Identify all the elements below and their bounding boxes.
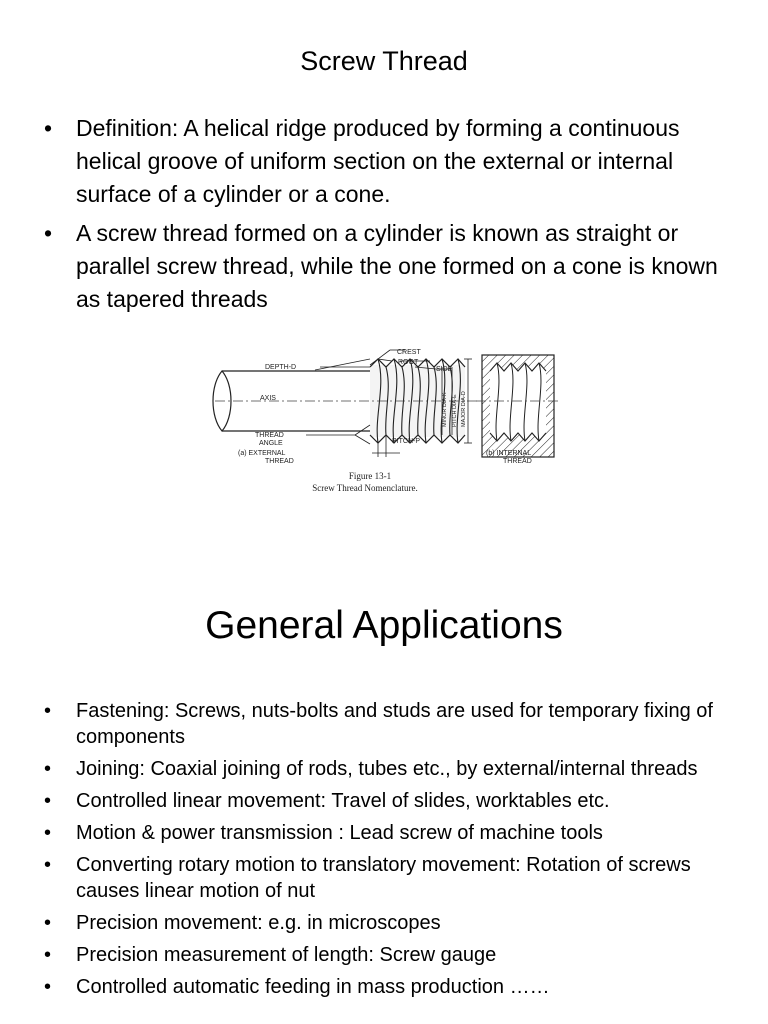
bullet-item: • Controlled linear movement: Travel of slides, worktables etc. [44,788,754,814]
label-pitch: PITCH-P [392,438,420,445]
figure-caption-number: Figure 13-1 [348,471,392,481]
slide-general-applications [0,512,768,1024]
label-internal-1: (b) INTERNAL [486,450,532,457]
label-pitch-dia: PITCH DIA-E [452,394,458,427]
label-side: SIDE [436,366,453,373]
bullet-item: • A screw thread formed on a cylinder is known as straight or parallel screw thread, while the one formed on a cone is known as tapered threads [44,217,744,316]
bullet-item: • Motion & power transmission : Lead screw of machine tools [44,820,754,846]
bullet-list [44,698,754,1006]
label-external-1: (a) EXTERNAL [238,450,286,457]
slide-title: General Applications [205,604,563,647]
label-major-dia: MAJOR DIA-D [461,391,467,427]
bullet-list [44,112,744,322]
internal-thread-drawing [476,355,558,457]
bullet-item: • Precision measurement of length: Screw gauge [44,942,754,968]
slide-title: Screw Thread [300,46,468,76]
label-crest: CREST [397,349,421,356]
bullet-item: • Converting rotary motion to translatory movement: Rotation of screws causes linear motion of nut [44,852,754,904]
screw-thread-figure [210,345,560,500]
figure-caption-title: Screw Thread Nomenclature. [312,483,418,493]
label-thread-angle-2: ANGLE [259,440,283,447]
bullet-item: • Controlled automatic feeding in mass production …… [44,974,754,1000]
label-minor-dia: MINOR DIA-K [442,392,448,427]
label-internal-2: THREAD [503,458,532,465]
bullet-item: • Fastening: Screws, nuts-bolts and studs are used for temporary fixing of components [44,698,754,750]
label-depth: DEPTH-D [265,364,297,371]
label-thread-angle-1: THREAD [255,432,284,439]
bullet-item: • Joining: Coaxial joining of rods, tubes etc., by external/internal threads [44,756,754,782]
label-external-2: THREAD [265,458,294,465]
label-axis: AXIS [260,395,276,402]
bullet-item: • Precision movement: e.g. in microscopes [44,910,754,936]
bullet-item: • Definition: A helical ridge produced by forming a continuous helical groove of uniform section on the external or internal surface of a cylinder or a cone. [44,112,744,211]
label-root: ROOT [398,359,419,366]
